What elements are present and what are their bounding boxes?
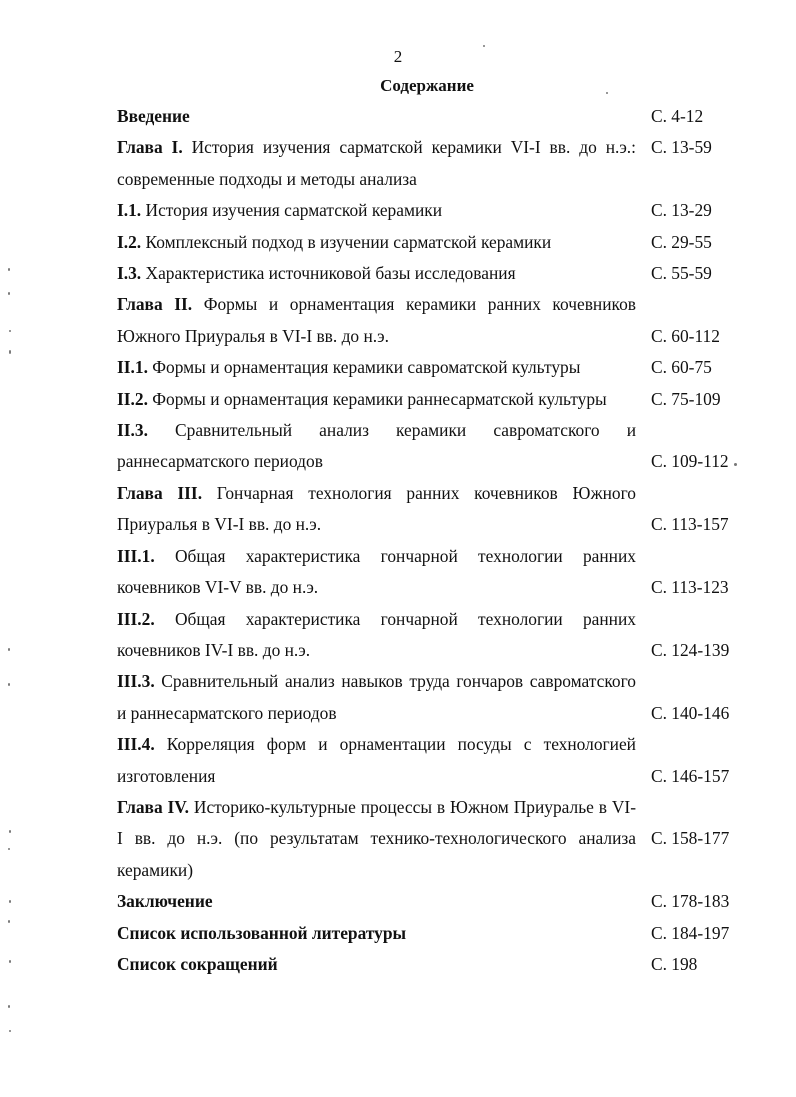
toc-entry-section-2-1 bbox=[117, 352, 739, 383]
toc-entry-heading: III.3. bbox=[117, 671, 155, 692]
scan-speck bbox=[8, 848, 10, 850]
scan-speck bbox=[8, 648, 10, 651]
toc-entry-title: Комплексный подход в изучении сарматской керамики bbox=[141, 231, 552, 252]
toc-entry-page: С. 198 bbox=[651, 953, 698, 974]
toc-entry-heading: III.4. bbox=[117, 734, 155, 755]
toc-entry-heading: Глава IV. bbox=[117, 796, 189, 817]
table-of-contents bbox=[117, 101, 739, 980]
toc-entry-heading: I.1. bbox=[117, 200, 142, 221]
scan-speck bbox=[9, 330, 11, 332]
toc-entry-title: История изучения сарматской керамики VI-I вв. до н.э.: современные подходы и методы анализа bbox=[117, 137, 636, 189]
toc-entry-heading: I.2. bbox=[117, 231, 142, 252]
toc-entry-page: С. 60-112 bbox=[651, 325, 720, 346]
toc-entry-heading: Глава III. bbox=[117, 482, 203, 503]
toc-entry-chapter-3 bbox=[117, 478, 739, 541]
toc-entry-page: С. 158-177 bbox=[651, 828, 730, 849]
toc-entry-title: Формы и орнаментация керамики раннесарматской культуры bbox=[147, 388, 607, 409]
toc-entry-heading: Глава II. bbox=[117, 294, 193, 315]
scan-speck bbox=[9, 830, 11, 833]
toc-entry-page: С. 109-112 bbox=[651, 451, 729, 472]
toc-entry-title: Гончарная технология ранних кочевников Южного Приуралья в VI-I вв. до н.э. bbox=[117, 482, 636, 535]
toc-entry-heading: Введение bbox=[117, 106, 190, 126]
toc-entry-section-3-1 bbox=[117, 541, 739, 604]
scan-speck bbox=[8, 292, 10, 295]
toc-entry-title: Сравнительный анализ навыков труда гончаров савроматского и раннесарматского периодов bbox=[117, 671, 636, 723]
toc-entry-page: С. 13-59 bbox=[651, 137, 712, 158]
scan-speck bbox=[734, 463, 737, 466]
toc-entry-page: С. 184-197 bbox=[651, 922, 730, 943]
toc-entry-abbreviations bbox=[117, 949, 739, 980]
scan-speck bbox=[9, 960, 11, 963]
toc-entry-title: Характеристика источниковой базы исследования bbox=[141, 263, 516, 284]
toc-entry-page: С. 113-157 bbox=[651, 514, 729, 535]
page-number: 2 bbox=[393, 47, 403, 66]
toc-entry-section-3-3 bbox=[117, 666, 739, 729]
toc-entry-page: С. 124-139 bbox=[651, 639, 730, 660]
scan-speck bbox=[8, 1005, 10, 1008]
toc-entry-heading: III.1. bbox=[117, 545, 155, 566]
toc-entry-section-3-4 bbox=[117, 729, 739, 792]
toc-entry-heading: II.1. bbox=[117, 357, 148, 378]
toc-entry-page: С. 140-146 bbox=[651, 702, 730, 723]
scan-speck bbox=[8, 683, 10, 686]
toc-entry-heading: II.2. bbox=[117, 388, 148, 409]
scan-speck bbox=[8, 920, 10, 923]
scan-speck bbox=[9, 1030, 11, 1032]
toc-entry-heading: Глава I. bbox=[117, 137, 183, 158]
toc-entry-section-1-3 bbox=[117, 258, 739, 289]
toc-entry-heading: Заключение bbox=[117, 891, 213, 912]
toc-entry-title: Общая характеристика гончарной технологии ранних кочевников VI-V вв. до н.э. bbox=[117, 545, 636, 598]
scan-speck bbox=[483, 45, 485, 47]
scan-speck bbox=[9, 900, 11, 903]
toc-entry-heading: Список сокращений bbox=[117, 953, 278, 974]
toc-entry-heading: I.3. bbox=[117, 263, 142, 284]
toc-entry-title: Формы и орнаментация керамики ранних кочевников Южного Приуралья в VI-I вв. до н.э. bbox=[117, 294, 636, 346]
toc-entry-title: Общая характеристика гончарной технологии ранних кочевников IV-I вв. до н.э. bbox=[117, 608, 636, 660]
toc-entry-page: С. 146-157 bbox=[651, 765, 730, 786]
toc-entry-title: Историко-культурные процессы в Южном Приуралье в VI-I вв. до н.э. (по результатам технико-технологического анализа керамики) bbox=[117, 796, 637, 880]
toc-entry-heading: II.3. bbox=[117, 420, 148, 441]
scan-speck bbox=[9, 350, 11, 354]
toc-entry-title: История изучения сарматской керамики bbox=[141, 200, 443, 221]
toc-entry-page: С. 13-29 bbox=[651, 200, 712, 221]
toc-entry-chapter-4 bbox=[117, 792, 739, 886]
toc-entry-heading: III.2. bbox=[117, 608, 155, 629]
toc-entry-section-1-1 bbox=[117, 195, 739, 226]
toc-entry-chapter-1 bbox=[117, 132, 739, 195]
toc-entry-section-3-2 bbox=[117, 604, 739, 667]
toc-entry-page: С. 75-109 bbox=[651, 388, 721, 409]
toc-entry-page: С. 29-55 bbox=[651, 231, 712, 252]
toc-entry-page: С. 178-183 bbox=[651, 891, 730, 912]
toc-entry-page: С. 113-123 bbox=[651, 577, 729, 598]
toc-entry-page: С. 60-75 bbox=[651, 357, 712, 378]
scan-speck bbox=[606, 92, 608, 94]
toc-entry-title: Корреляция форм и орнаментации посуды с технологией изготовления bbox=[117, 734, 636, 786]
toc-entry-title: Сравнительный анализ керамики савроматского и раннесарматского периодов bbox=[117, 420, 636, 472]
toc-entry-conclusion bbox=[117, 886, 739, 917]
toc-entry-section-2-2 bbox=[117, 384, 739, 415]
toc-entry-section-2-3 bbox=[117, 415, 739, 478]
toc-entry-chapter-2 bbox=[117, 289, 739, 352]
toc-entry-page: С. 55-59 bbox=[651, 263, 712, 284]
toc-entry-heading: Список использованной литературы bbox=[117, 922, 407, 943]
toc-entry-page: С. 4-12 bbox=[651, 106, 704, 126]
page-title: Содержание bbox=[380, 76, 474, 95]
scan-speck bbox=[8, 268, 10, 271]
toc-entry-introduction bbox=[117, 101, 739, 132]
toc-entry-bibliography bbox=[117, 918, 739, 949]
toc-entry-title: Формы и орнаментация керамики савроматской культуры bbox=[147, 357, 581, 378]
toc-entry-section-1-2 bbox=[117, 227, 739, 258]
